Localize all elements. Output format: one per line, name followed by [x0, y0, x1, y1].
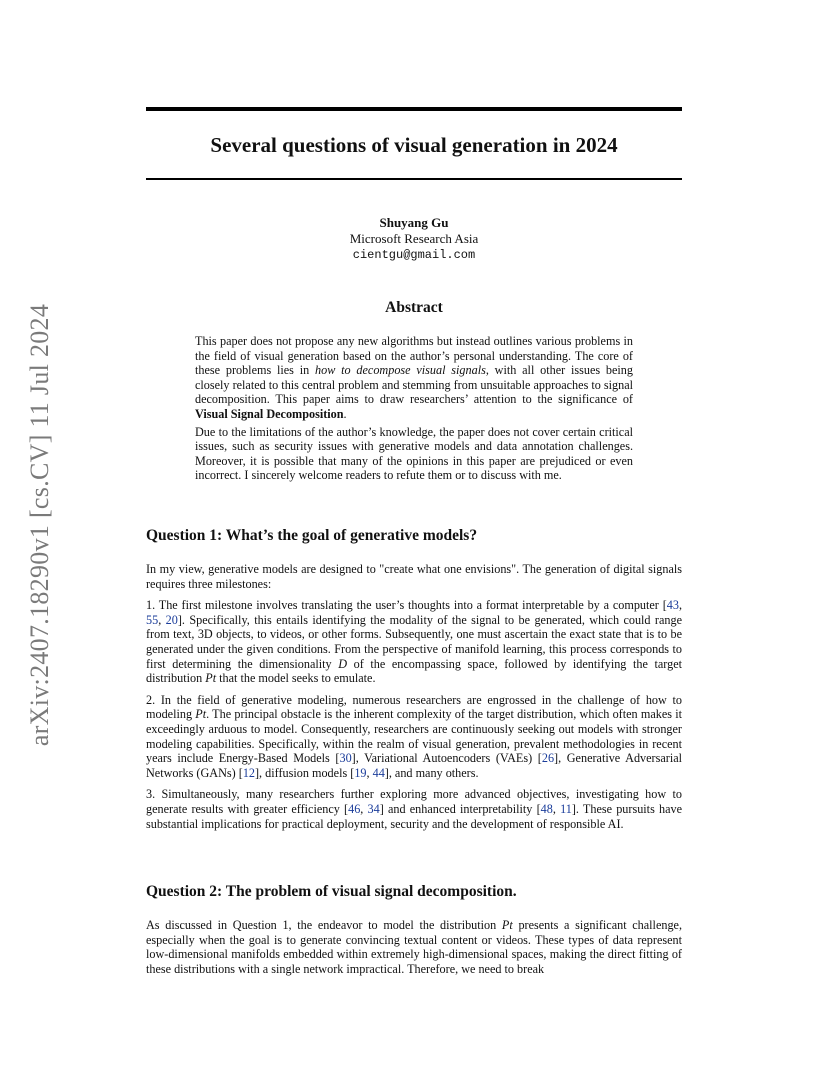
text-run: . The principal obstacle is the inherent complexity of the target distribution, which often makes it exceedingly arduous to model. Consequently, researchers are continuously seeking out models with stronger modeling capabilities. Specifically, within the realm of visual generation, prevalent methodologies in recent years include Energy-Based Models [ — [146, 707, 682, 766]
text-run: ], diffusion models [ — [255, 765, 355, 780]
text-run: , — [366, 765, 373, 780]
text-run: ] and enhanced interpretability [ — [379, 801, 541, 816]
title-rule-top — [146, 107, 682, 111]
citation-link[interactable]: 19 — [354, 765, 367, 780]
text-run: ]. Specifically, this entails identifying the modality of the signal to be generated, which could range from text, 3D objects, to videos, or other forms. Subsequently, one must ascertain the exact state that is to be generated under the given conditions. From the perspective of manifold learning, this process corresponds to first determining the dimensionality — [146, 612, 682, 671]
citation-link[interactable]: 11 — [560, 801, 572, 816]
citation-link[interactable]: 34 — [367, 801, 380, 816]
citation-link[interactable]: 46 — [348, 801, 361, 816]
text-run: , with all other issues being closely related to this central problem and stemming from unsuitable approaches to signal decomposition. This paper aims to draw researchers’ attention to the significance of — [195, 363, 633, 407]
author-name: Shuyang Gu — [379, 215, 449, 230]
citation-link[interactable]: 44 — [372, 765, 385, 780]
citation-link[interactable]: 26 — [541, 751, 555, 766]
text-run: As discussed in Question 1, the endeavor to model the distribution — [146, 918, 502, 932]
author-email: cientgu@gmail.com — [352, 248, 476, 262]
text-run: that the model seeks to emulate. — [216, 671, 376, 686]
section-heading-q2: Question 2: The problem of visual signal decomposition. — [146, 883, 517, 900]
text-run: . — [343, 406, 347, 421]
math-symbol: Pt — [501, 918, 513, 932]
text-run: , — [678, 598, 682, 613]
emphasis-text: how to decompose visual signals — [315, 363, 486, 378]
math-symbol: Pt — [195, 707, 207, 722]
arxiv-identifier: arXiv:2407.18290v1 [cs.CV] 11 Jul 2024 — [25, 303, 55, 747]
abstract-heading: Abstract — [385, 299, 443, 316]
text-run: , — [552, 801, 561, 816]
paragraph — [146, 918, 682, 976]
citation-link[interactable]: 48 — [540, 801, 553, 816]
section-body-q1 — [146, 562, 682, 838]
citation-link[interactable]: 43 — [666, 598, 679, 613]
text-run: 2. In the field of generative modeling, numerous researchers are engrossed in the challenge of how to modeling — [146, 692, 682, 722]
abstract-paragraph — [195, 334, 633, 422]
paragraph — [146, 787, 682, 831]
citation-link[interactable]: 55 — [146, 612, 159, 627]
section-heading-q1: Question 1: What’s the goal of generative models? — [146, 527, 478, 544]
text-run: ]. These pursuits have substantial implications for practical deployment, security and the development of responsible AI. — [146, 801, 683, 831]
citation-link[interactable]: 12 — [242, 765, 255, 780]
text-run: 3. Simultaneously, many researchers further exploring more advanced objectives, investigating how to generate results with greater efficiency [ — [146, 787, 682, 816]
paragraph: In my view, generative models are designed to "create what one envisions". The generation of digital signals requires three milestones: — [146, 562, 682, 591]
abstract-body — [195, 334, 633, 486]
paragraph — [146, 598, 682, 686]
text-run: 1. The first milestone involves translating the user’s thoughts into a format interpretable by a computer [ — [146, 598, 667, 613]
citation-link[interactable]: 20 — [165, 612, 178, 627]
text-run: , — [360, 801, 368, 816]
text-run: This paper does not propose any new algorithms but instead outlines various problems in the field of visual generation based on the author’s personal understanding. The core of these problems lies in — [195, 334, 633, 378]
paper-title: Several questions of visual generation in 2024 — [210, 133, 618, 157]
text-run: ], and many others. — [384, 765, 479, 780]
text-run: of the encompassing space, followed by identifying the target distribution — [146, 656, 682, 686]
title-rule-bottom — [146, 178, 682, 180]
text-run: ], Generative Adversarial Networks (GANs) [ — [146, 751, 683, 780]
citation-link[interactable]: 30 — [339, 751, 352, 766]
bold-text: Visual Signal Decomposition — [195, 406, 344, 421]
author-affiliation: Microsoft Research Asia — [349, 231, 479, 246]
section-body-q2 — [146, 918, 682, 983]
abstract-paragraph: Due to the limitations of the author’s knowledge, the paper does not cover certain critical issues, such as security issues with generative models and data annotation challenges. Moreover, it is possible that many of the opinions in this paper are prejudiced or even incorrect. I sincerely welcome readers to refute them or to discuss with me. — [195, 424, 633, 483]
text-run: , — [158, 612, 166, 627]
author-block — [146, 215, 682, 263]
paragraph — [146, 693, 682, 781]
math-symbol: D — [338, 656, 348, 671]
math-symbol: Pt — [205, 671, 217, 686]
arxiv-margin-stamp — [22, 290, 58, 760]
text-run: ], Variational Autoencoders (VAEs) [ — [351, 751, 542, 766]
text-run: presents a significant challenge, especially when the goal is to generate convincing textual content or videos. These types of data represent low-dimensional manifolds embedded within extremely high-dimensional spaces, making the direct fitting of these distributions with a single network impractical. Therefore, we need to break — [146, 918, 682, 976]
